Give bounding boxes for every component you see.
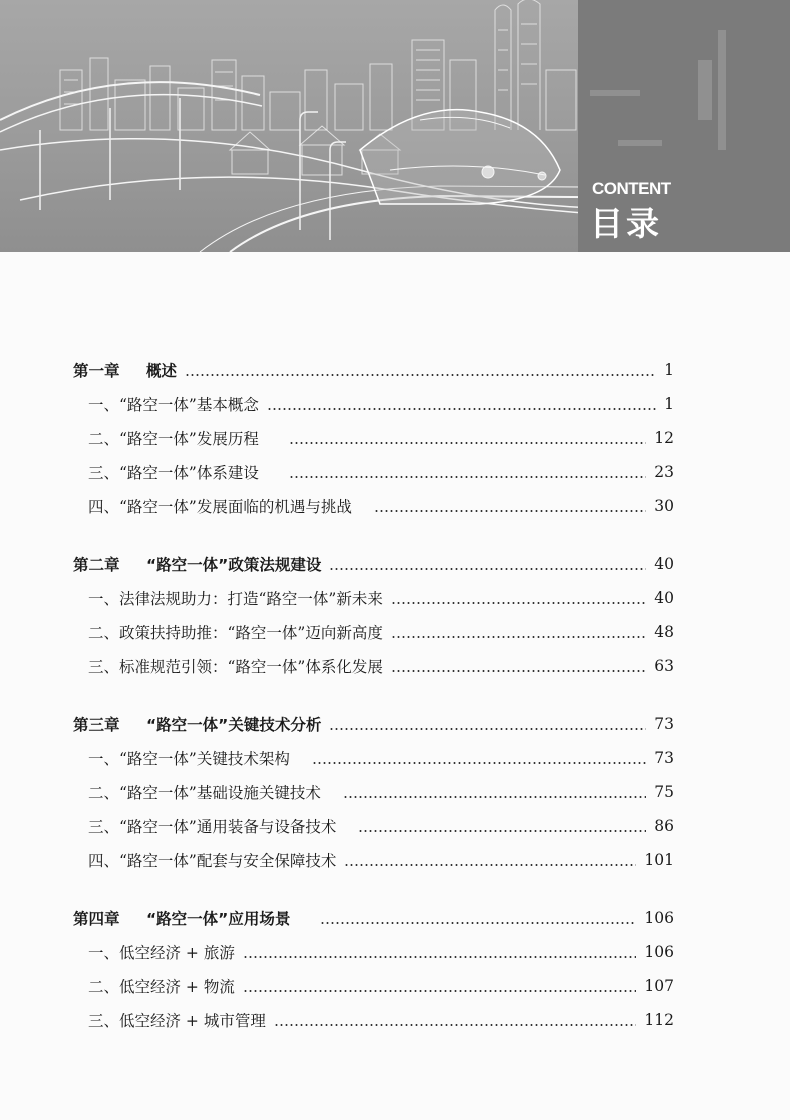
- page-number: 63: [654, 657, 674, 675]
- section-title: 一、“路空一体”关键技术架构: [88, 750, 290, 768]
- dot-leader: [391, 636, 646, 638]
- chapter-title: “路空一体”应用场景: [146, 910, 291, 928]
- dot-leader: [358, 830, 646, 832]
- toc-section-4-1[interactable]: [0, 939, 790, 965]
- page-number: 106: [644, 943, 674, 961]
- page-number: 40: [654, 589, 674, 607]
- content-heading-zh: 目录: [590, 204, 662, 243]
- section-title: 二、政策扶持助推：“路空一体”迈向新高度: [88, 624, 383, 642]
- section-title: 三、“路空一体”通用装备与设备技术: [88, 818, 337, 836]
- toc-chapter-2[interactable]: [0, 551, 790, 577]
- dot-leader: [329, 728, 646, 730]
- toc-section-4-3[interactable]: [0, 1007, 790, 1033]
- page-number: 73: [654, 715, 674, 733]
- dot-leader: [343, 796, 646, 798]
- page-number: 73: [654, 749, 674, 767]
- toc-section-1-1[interactable]: [0, 391, 790, 417]
- chapter-title: “路空一体”关键技术分析: [146, 716, 322, 734]
- dot-leader: [243, 990, 637, 992]
- page-number: 12: [654, 429, 674, 447]
- toc-section-2-1[interactable]: [0, 585, 790, 611]
- chapter-title: “路空一体”政策法规建设: [146, 556, 322, 574]
- dot-leader: [344, 864, 636, 866]
- chapter-number: 第一章: [73, 362, 120, 380]
- content-heading-en: CONTENT: [592, 179, 671, 198]
- chapter-number: 第三章: [73, 716, 120, 734]
- page-number: 1: [664, 361, 674, 379]
- section-title: 二、低空经济 + 物流: [88, 978, 235, 996]
- page-number: 30: [654, 497, 674, 515]
- toc-chapter-3[interactable]: [0, 711, 790, 737]
- chapter-number: 第四章: [73, 910, 120, 928]
- toc-section-3-2[interactable]: [0, 779, 790, 805]
- section-title: 四、“路空一体”发展面临的机遇与挑战: [88, 498, 352, 516]
- section-title: 二、“路空一体”发展历程: [88, 430, 259, 448]
- dot-leader: [329, 568, 646, 570]
- dot-leader: [267, 408, 656, 410]
- dot-leader: [374, 510, 646, 512]
- toc-section-1-3[interactable]: [0, 459, 790, 485]
- page-number: 48: [654, 623, 674, 641]
- page-number: 101: [644, 851, 674, 869]
- toc-chapter-4[interactable]: [0, 905, 790, 931]
- dot-leader: [312, 762, 646, 764]
- section-title: 三、“路空一体”体系建设: [88, 464, 259, 482]
- page-number: 107: [644, 977, 674, 995]
- chapter-number: 第二章: [73, 556, 120, 574]
- toc-section-1-4[interactable]: [0, 493, 790, 519]
- dot-leader: [320, 922, 636, 924]
- dot-leader: [243, 956, 637, 958]
- toc-section-4-2[interactable]: [0, 973, 790, 999]
- page-number: 23: [654, 463, 674, 481]
- section-title: 一、法律法规助力：打造“路空一体”新未来: [88, 590, 383, 608]
- dot-leader: [391, 602, 646, 604]
- section-title: 二、“路空一体”基础设施关键技术: [88, 784, 321, 802]
- dot-leader: [289, 442, 646, 444]
- toc-chapter-1[interactable]: [0, 357, 790, 383]
- section-title: 三、标准规范引领：“路空一体”体系化发展: [88, 658, 383, 676]
- toc-section-1-2[interactable]: [0, 425, 790, 451]
- section-title: 一、“路空一体”基本概念: [88, 396, 259, 414]
- dot-leader: [289, 476, 646, 478]
- toc-section-3-4[interactable]: [0, 847, 790, 873]
- page-number: 112: [644, 1011, 674, 1029]
- page-number: 1: [664, 395, 674, 413]
- header-banner: [0, 0, 790, 252]
- page-number: 86: [654, 817, 674, 835]
- dot-leader: [274, 1024, 637, 1026]
- dot-leader: [185, 374, 656, 376]
- page-number: 75: [654, 783, 674, 801]
- section-title: 四、“路空一体”配套与安全保障技术: [88, 852, 337, 870]
- section-title: 三、低空经济 + 城市管理: [88, 1012, 266, 1030]
- dot-leader: [391, 670, 646, 672]
- toc-section-3-1[interactable]: [0, 745, 790, 771]
- toc-section-2-2[interactable]: [0, 619, 790, 645]
- chapter-title: 概述: [146, 362, 178, 380]
- section-title: 一、低空经济 + 旅游: [88, 944, 235, 962]
- toc-section-3-3[interactable]: [0, 813, 790, 839]
- toc-section-2-3[interactable]: [0, 653, 790, 679]
- page-number: 40: [654, 555, 674, 573]
- page-number: 106: [644, 909, 674, 927]
